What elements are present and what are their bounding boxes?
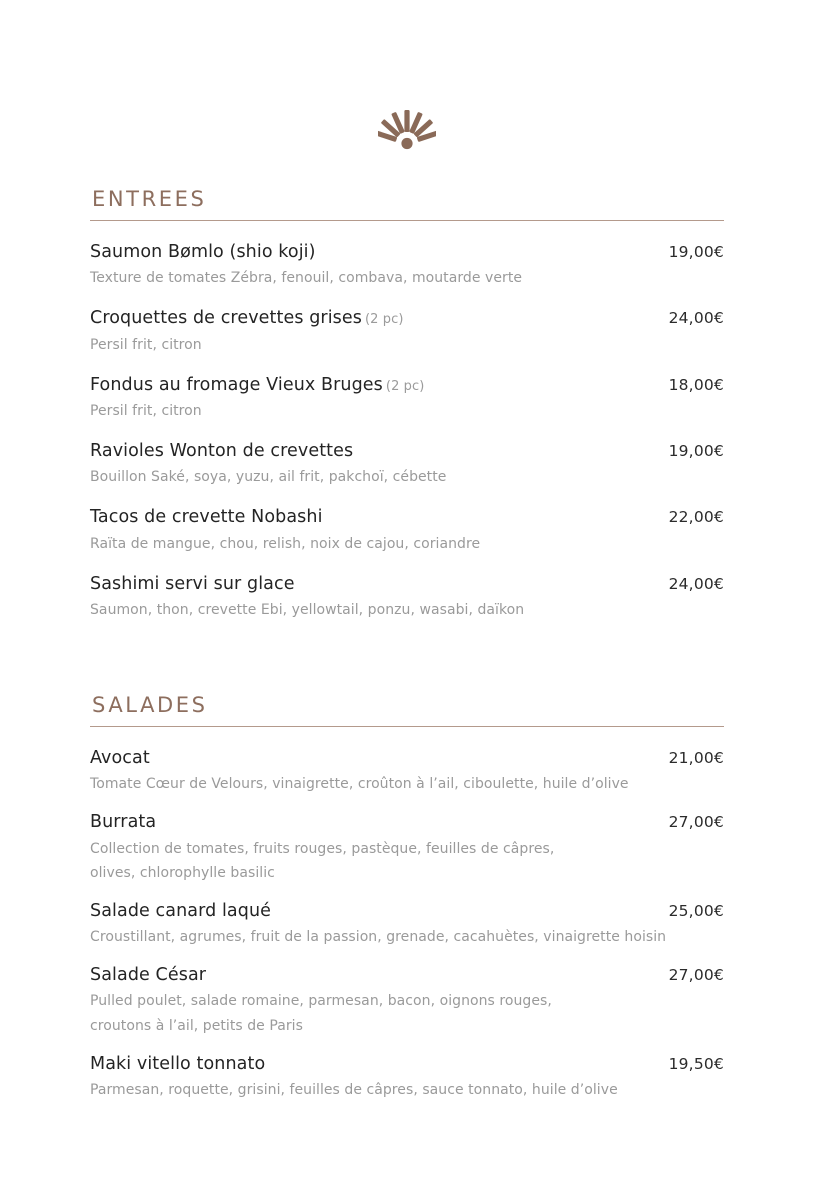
menu-item-name [90, 745, 150, 771]
menu-item-price: 18,00€ [668, 375, 724, 394]
menu-item-description-line: Persil frit, citron [90, 336, 202, 353]
menu-item-name-text: Maki vitello tonnato [90, 1053, 266, 1074]
menu-item-name-text: Salade César [90, 965, 207, 986]
menu-item-description-line: Croustillant, agrumes, fruit de la passion, grenade, cacahuètes, vinaigrette hoisin [90, 929, 667, 946]
menu-item [90, 571, 724, 622]
menu-item-description-line: Tomate Cœur de Velours, vinaigrette, croûton à l’ail, ciboulette, huile d’olive [90, 776, 629, 793]
menu-item-description-line: Persil frit, citron [90, 403, 202, 419]
menu-item-description [90, 399, 724, 423]
section-entrees [90, 188, 724, 622]
menu-item-row [90, 571, 724, 597]
section-title: SALADES [92, 693, 208, 718]
menu-item-description [90, 598, 724, 622]
menu-item [90, 962, 724, 1037]
menu-item [90, 239, 724, 290]
menu-item [90, 438, 724, 489]
menu-item-row [90, 504, 724, 530]
brand-logo [0, 0, 814, 170]
menu-item-description [90, 1078, 724, 1102]
menu-item [90, 1051, 724, 1102]
menu-item-description [90, 465, 724, 489]
menu-item-row [90, 372, 724, 398]
menu-item-description-line: Raïta de mangue, chou, relish, noix de cajou, coriandre [90, 535, 481, 552]
menu-item-description-line: Bouillon Saké, soya, yuzu, ail frit, pakchoï, cébette [90, 469, 447, 486]
menu-item-description [90, 532, 724, 556]
menu-item-price: 19,50€ [668, 1054, 724, 1073]
menu-item-name [90, 809, 156, 835]
menu-item-name [90, 239, 316, 265]
section-divider [90, 726, 724, 727]
menu-item-row [90, 962, 724, 988]
menu-item-description [90, 266, 724, 290]
menu-item-row [90, 1051, 724, 1077]
menu-item-description [90, 989, 724, 1037]
menu-item-price: 21,00€ [668, 749, 724, 768]
menu-item-name [90, 571, 295, 597]
menu-item-name [90, 962, 206, 988]
menu-item-description [90, 837, 724, 885]
menu-item-name-text: Tacos de crevette Nobashi [90, 507, 323, 528]
menu-item-description-line: Parmesan, roquette, grisini, feuilles de câpres, sauce tonnato, huile d’olive [90, 1081, 618, 1098]
menu-item-name [90, 438, 353, 464]
menu-item-name-text: Burrata [90, 812, 157, 833]
menu-item-name [90, 372, 424, 398]
section-divider [90, 220, 724, 221]
menu-item-quantity: (2 pc) [385, 378, 425, 394]
menu-item-description-line: Collection de tomates, fruits rouges, pastèque, feuilles de câpres, [90, 840, 555, 857]
menu-item-row [90, 239, 724, 265]
menu-item-name-text: Avocat [90, 748, 150, 769]
menu-item-name [90, 898, 271, 924]
menu-item [90, 809, 724, 884]
menu-item [90, 745, 724, 796]
menu-item-row [90, 898, 724, 924]
menu-item-row [90, 305, 724, 331]
menu-item-name-text: Fondus au fromage Vieux Bruges [90, 374, 383, 395]
menu-item-description-line: olives, chlorophylle basilic [90, 864, 275, 881]
menu-item [90, 898, 724, 949]
menu-item-description-line: Texture de tomates Zébra, fenouil, combava, moutarde verte [90, 270, 523, 287]
menu-item-description-line: croutons à l’ail, petits de Paris [90, 1017, 303, 1034]
menu-item-price: 27,00€ [668, 813, 724, 832]
menu-item-description-line: Saumon, thon, crevette Ebi, yellowtail, ponzu, wasabi, daïkon [90, 601, 525, 618]
menu-item-name-text: Croquettes de crevettes grises [90, 308, 362, 329]
menu-item-row [90, 438, 724, 464]
section-salades [90, 694, 724, 1102]
menu-item-name-text: Ravioles Wonton de crevettes [90, 441, 354, 462]
menu-item-price: 19,00€ [668, 442, 724, 461]
menu-item-price: 27,00€ [668, 966, 724, 985]
menu-item-name-text: Sashimi servi sur glace [90, 573, 295, 594]
menu-item-price: 24,00€ [668, 574, 724, 593]
menu-item-description-line: Pulled poulet, salade romaine, parmesan, bacon, oignons rouges, [90, 993, 552, 1010]
fan-shell-icon [378, 108, 436, 156]
menu-item-description [90, 772, 724, 796]
menu-item-price: 24,00€ [668, 309, 724, 328]
menu-item-quantity: (2 pc) [364, 312, 404, 328]
menu-item-price: 19,00€ [668, 243, 724, 262]
menu-item-name [90, 1051, 265, 1077]
menu-item-description [90, 925, 724, 949]
menu-item [90, 372, 724, 423]
menu-item-description [90, 333, 724, 357]
menu-item [90, 305, 724, 356]
menu-content [90, 170, 724, 1102]
menu-item-name-text: Salade canard laqué [90, 900, 272, 921]
section-title: ENTREES [92, 187, 207, 211]
menu-item-name-text: Saumon Bømlo (shio koji) [90, 242, 316, 263]
menu-item-name [90, 305, 404, 331]
menu-item-price: 25,00€ [668, 901, 724, 920]
menu-item-row [90, 745, 724, 771]
menu-item [90, 504, 724, 555]
menu-item-row [90, 809, 724, 835]
menu-item-price: 22,00€ [668, 508, 724, 527]
menu-item-name [90, 504, 323, 530]
